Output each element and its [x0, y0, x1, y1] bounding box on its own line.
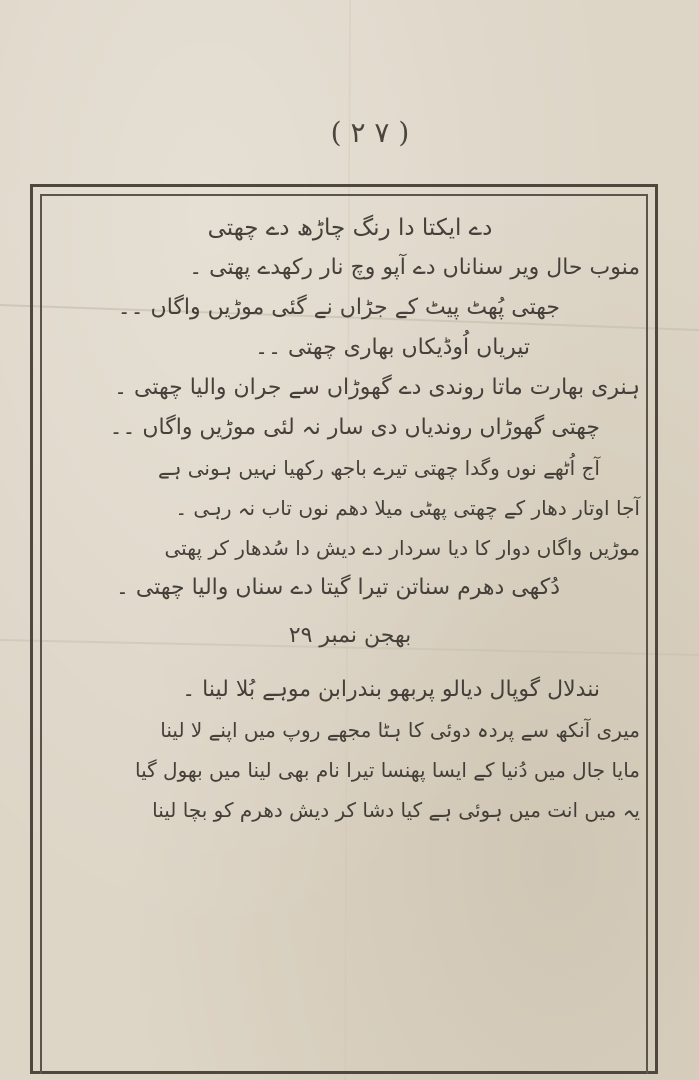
text-line: منوب حال ویر سناناں دے آپو وچ نار رکھدے پھتی ۔ [189, 255, 640, 280]
section-heading: بھجن نمبر ۲۹ [288, 623, 412, 648]
text-line: موڑیں واگاں دوار کا دیا سردار دے دیش دا سُدھار کر پھتی [164, 536, 640, 560]
text-line: جھتی پُھٹ پیٹ کے جڑاں نے گئی موڑیں واگاں ۔۔ [117, 295, 560, 320]
text-line: نندلال گوپال دیالو پربھو بندرابن موہے بُلا لینا ۔ [182, 677, 600, 702]
urdu-text-block [60, 208, 640, 830]
text-line: میری آنکھ سے پردہ دوئی کا ہٹا مجھے روپ میں اپنے لا لینا [160, 718, 640, 742]
text-line: آج اُٹھے نوں وگدا چھتی تیرے باجھ رکھیا نہیں ہونی ہے [157, 456, 600, 480]
text-line: تیریاں اُوڈیکاں بھاری چھتی ۔۔ [255, 335, 530, 360]
text-line: یہ میں انت میں ہوئی ہے کیا دشا کر دیش دھرم کو بچا لینا [152, 798, 640, 822]
text-line: دُکھی دھرم سناتن تیرا گیتا دے سناں والیا چھتی ۔ [116, 575, 560, 600]
text-line: ہنری بھارت ماتا روندی دے گھوڑاں سے جران والیا چھتی ۔ [114, 375, 640, 400]
text-line: چھتی گھوڑاں روندیاں دی سار نہ لئی موڑیں واگاں ۔۔ [109, 415, 600, 440]
page-number: ( ۲ ۷ ) [330, 116, 410, 149]
text-line: آجا اوتار دھار کے چھتی پھٹی میلا دھم نوں تاب نہ رہی ۔ [175, 496, 640, 520]
text-line: مایا جال میں دُنیا کے ایسا پھنسا تیرا نام بھی لینا میں بھول گیا [135, 758, 640, 782]
text-line: دے ایکتا دا رنگ چاڑھ دے چھتی [207, 215, 493, 241]
